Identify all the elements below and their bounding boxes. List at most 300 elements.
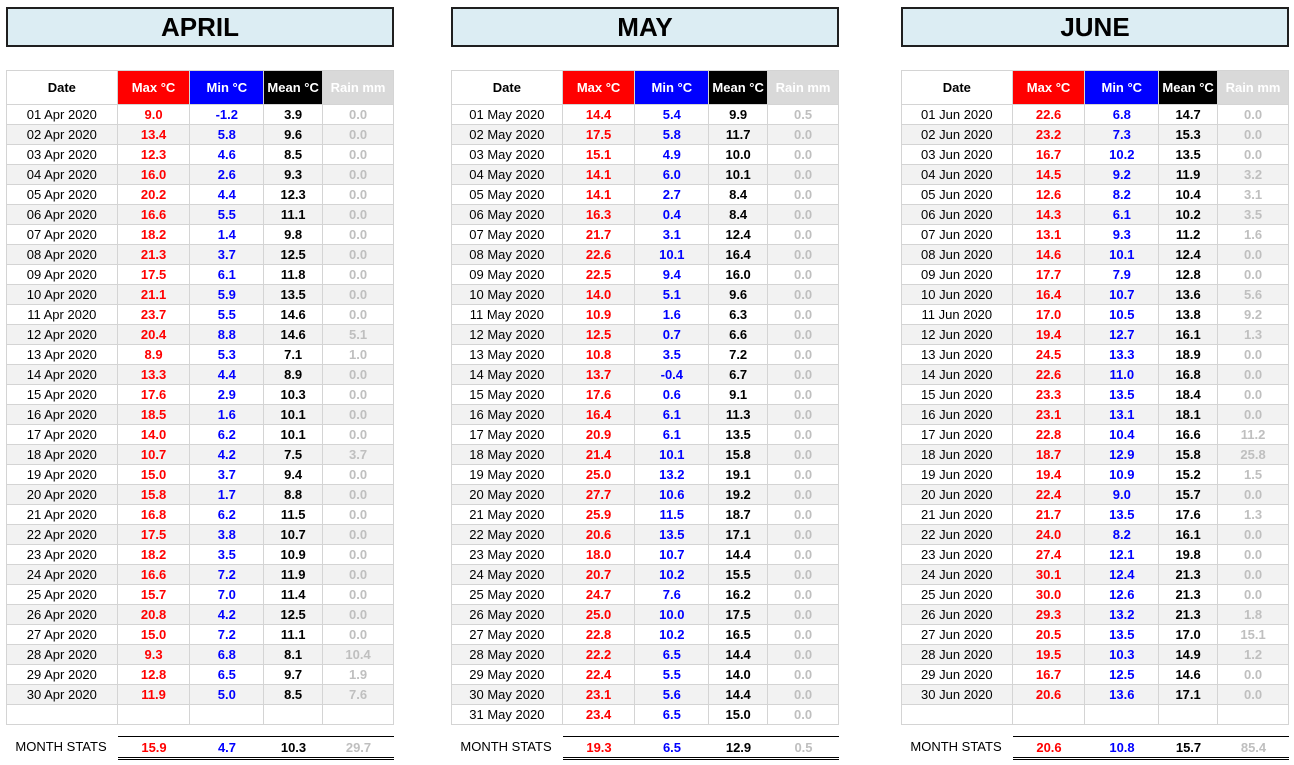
cell-max: 25.0: [562, 605, 635, 625]
cell-mean: 16.2: [709, 585, 768, 605]
cell-date: 26 Jun 2020: [902, 605, 1013, 625]
cell-date: 18 Apr 2020: [7, 445, 118, 465]
cell-min: 6.0: [635, 165, 709, 185]
cell-min: 10.7: [635, 545, 709, 565]
cell-min: 8.8: [190, 325, 264, 345]
cell-mean: 11.9: [264, 565, 323, 585]
cell-date: 21 Jun 2020: [902, 505, 1013, 525]
cell-min: 6.2: [190, 425, 264, 445]
month-stats: [901, 736, 1289, 758]
cell-max: 24.5: [1012, 345, 1085, 365]
cell-rain: 0.0: [1218, 525, 1289, 545]
cell-mean: 16.6: [1159, 425, 1218, 445]
header-rain: Rain mm: [768, 71, 839, 105]
cell-date: 20 Jun 2020: [902, 485, 1013, 505]
cell-mean: 10.1: [264, 405, 323, 425]
cell-rain: 0.0: [323, 225, 394, 245]
month-title: JUNE: [901, 7, 1289, 47]
stat-min: 6.5: [635, 736, 709, 760]
cell-max: 20.6: [1012, 685, 1085, 705]
cell-rain: 0.0: [323, 105, 394, 125]
cell-date: 06 Apr 2020: [7, 205, 118, 225]
cell-max: 10.8: [562, 345, 635, 365]
table-row: [452, 225, 839, 245]
table-row: [452, 465, 839, 485]
cell-min: 1.6: [635, 305, 709, 325]
cell-mean: 7.2: [709, 345, 768, 365]
header-max: Max °C: [117, 71, 190, 105]
stat-rain: 85.4: [1218, 736, 1289, 760]
cell-rain: 3.7: [323, 445, 394, 465]
table-row: [902, 525, 1289, 545]
cell-mean: 10.1: [709, 165, 768, 185]
cell-max: 18.2: [117, 225, 190, 245]
cell-max: 16.7: [1012, 665, 1085, 685]
cell-rain: [323, 705, 394, 725]
cell-rain: 0.0: [768, 605, 839, 625]
cell-max: 22.5: [562, 265, 635, 285]
cell-date: 15 Jun 2020: [902, 385, 1013, 405]
cell-min: 4.6: [190, 145, 264, 165]
cell-mean: 11.1: [264, 625, 323, 645]
cell-rain: 0.0: [768, 545, 839, 565]
cell-date: 07 Jun 2020: [902, 225, 1013, 245]
cell-min: 13.3: [1085, 345, 1159, 365]
cell-max: 22.4: [562, 665, 635, 685]
cell-mean: [1159, 705, 1218, 725]
cell-max: 21.3: [117, 245, 190, 265]
cell-min: 0.7: [635, 325, 709, 345]
table-row: [452, 605, 839, 625]
cell-date: 17 Apr 2020: [7, 425, 118, 445]
cell-min: 7.2: [190, 625, 264, 645]
cell-min: 4.9: [635, 145, 709, 165]
cell-rain: 0.0: [768, 365, 839, 385]
cell-date: 12 May 2020: [452, 325, 563, 345]
cell-max: 14.0: [117, 425, 190, 445]
table-row: [452, 405, 839, 425]
cell-max: 17.5: [562, 125, 635, 145]
cell-rain: 11.2: [1218, 425, 1289, 445]
table-row: [7, 385, 394, 405]
cell-mean: 12.4: [709, 225, 768, 245]
cell-rain: 0.0: [768, 625, 839, 645]
table-row: [902, 345, 1289, 365]
cell-rain: 10.4: [323, 645, 394, 665]
cell-rain: 0.0: [323, 185, 394, 205]
cell-min: [190, 705, 264, 725]
cell-mean: 21.3: [1159, 565, 1218, 585]
cell-min: 10.6: [635, 485, 709, 505]
cell-date: 03 May 2020: [452, 145, 563, 165]
table-row: [902, 505, 1289, 525]
cell-mean: 9.8: [264, 225, 323, 245]
cell-max: 22.8: [562, 625, 635, 645]
cell-date: 09 Jun 2020: [902, 265, 1013, 285]
cell-mean: 8.5: [264, 145, 323, 165]
table-row: [7, 245, 394, 265]
cell-date: 02 Apr 2020: [7, 125, 118, 145]
cell-max: 21.7: [562, 225, 635, 245]
cell-rain: 1.8: [1218, 605, 1289, 625]
cell-rain: 0.5: [768, 105, 839, 125]
cell-max: 20.4: [117, 325, 190, 345]
cell-min: 2.9: [190, 385, 264, 405]
table-row: [7, 705, 394, 725]
cell-rain: 0.0: [768, 465, 839, 485]
table-row: [902, 605, 1289, 625]
cell-date: 19 May 2020: [452, 465, 563, 485]
table-row: [452, 545, 839, 565]
cell-mean: 13.5: [1159, 145, 1218, 165]
table-row: [7, 145, 394, 165]
table-row: [902, 285, 1289, 305]
table-row: [902, 145, 1289, 165]
cell-max: 15.1: [562, 145, 635, 165]
cell-max: 16.7: [1012, 145, 1085, 165]
cell-date: 20 May 2020: [452, 485, 563, 505]
cell-mean: 10.7: [264, 525, 323, 545]
cell-min: 12.5: [1085, 665, 1159, 685]
cell-mean: 7.5: [264, 445, 323, 465]
table-row: [7, 545, 394, 565]
table-row: [902, 245, 1289, 265]
cell-min: 6.5: [635, 645, 709, 665]
cell-mean: 14.7: [1159, 105, 1218, 125]
cell-date: 08 May 2020: [452, 245, 563, 265]
cell-max: 12.8: [117, 665, 190, 685]
cell-mean: 19.2: [709, 485, 768, 505]
cell-mean: 9.1: [709, 385, 768, 405]
cell-max: 23.4: [562, 705, 635, 725]
month-stats: [451, 736, 839, 758]
table-row: [902, 685, 1289, 705]
table-row: [452, 565, 839, 585]
table-row: [902, 125, 1289, 145]
cell-mean: 16.1: [1159, 325, 1218, 345]
stat-min: 10.8: [1085, 736, 1159, 760]
cell-date: 11 Jun 2020: [902, 305, 1013, 325]
table-row: [7, 605, 394, 625]
cell-min: 10.1: [635, 445, 709, 465]
cell-mean: 9.9: [709, 105, 768, 125]
cell-mean: 21.3: [1159, 585, 1218, 605]
table-row: [7, 665, 394, 685]
cell-date: 10 Jun 2020: [902, 285, 1013, 305]
table-row: [452, 245, 839, 265]
cell-max: 16.4: [1012, 285, 1085, 305]
cell-max: 15.0: [117, 625, 190, 645]
cell-max: 14.3: [1012, 205, 1085, 225]
cell-max: 10.9: [562, 305, 635, 325]
cell-rain: 3.1: [1218, 185, 1289, 205]
table-row: [7, 285, 394, 305]
cell-date: 11 May 2020: [452, 305, 563, 325]
table-row: [7, 405, 394, 425]
table-row: [902, 385, 1289, 405]
cell-min: 8.2: [1085, 185, 1159, 205]
cell-mean: 8.1: [264, 645, 323, 665]
header-row: [7, 71, 394, 105]
cell-rain: 0.0: [1218, 405, 1289, 425]
cell-min: 13.1: [1085, 405, 1159, 425]
cell-rain: 0.0: [768, 705, 839, 725]
cell-rain: 0.0: [323, 245, 394, 265]
table-row: [902, 105, 1289, 125]
cell-rain: 0.0: [1218, 565, 1289, 585]
table-row: [902, 405, 1289, 425]
cell-max: 18.5: [117, 405, 190, 425]
cell-date: 28 Jun 2020: [902, 645, 1013, 665]
table-row: [452, 505, 839, 525]
cell-date: 25 Apr 2020: [7, 585, 118, 605]
cell-max: 20.9: [562, 425, 635, 445]
cell-rain: 0.0: [323, 145, 394, 165]
cell-date: 30 Apr 2020: [7, 685, 118, 705]
cell-min: 6.2: [190, 505, 264, 525]
cell-max: 23.1: [562, 685, 635, 705]
cell-mean: 8.8: [264, 485, 323, 505]
cell-max: 23.3: [1012, 385, 1085, 405]
cell-min: 6.1: [635, 405, 709, 425]
cell-min: 10.1: [1085, 245, 1159, 265]
cell-date: 07 May 2020: [452, 225, 563, 245]
cell-date: 17 Jun 2020: [902, 425, 1013, 445]
cell-date: 26 May 2020: [452, 605, 563, 625]
cell-date: 28 Apr 2020: [7, 645, 118, 665]
cell-date: 30 May 2020: [452, 685, 563, 705]
cell-max: 14.5: [1012, 165, 1085, 185]
table-row: [452, 645, 839, 665]
cell-rain: 0.0: [1218, 545, 1289, 565]
cell-date: 04 Apr 2020: [7, 165, 118, 185]
table-row: [7, 225, 394, 245]
cell-date: 07 Apr 2020: [7, 225, 118, 245]
cell-max: 15.8: [117, 485, 190, 505]
cell-rain: 0.0: [323, 545, 394, 565]
cell-rain: 0.0: [323, 525, 394, 545]
header-date: Date: [902, 71, 1013, 105]
cell-min: 7.2: [190, 565, 264, 585]
cell-rain: 3.5: [1218, 205, 1289, 225]
cell-rain: 0.0: [1218, 685, 1289, 705]
cell-min: 7.9: [1085, 265, 1159, 285]
cell-date: 27 Jun 2020: [902, 625, 1013, 645]
cell-rain: 0.0: [323, 625, 394, 645]
cell-min: 4.2: [190, 445, 264, 465]
cell-date: 04 May 2020: [452, 165, 563, 185]
cell-mean: 10.9: [264, 545, 323, 565]
cell-mean: 15.8: [709, 445, 768, 465]
cell-date: 13 Jun 2020: [902, 345, 1013, 365]
cell-max: [1012, 705, 1085, 725]
cell-date: 26 Apr 2020: [7, 605, 118, 625]
cell-max: 17.7: [1012, 265, 1085, 285]
cell-max: 24.0: [1012, 525, 1085, 545]
cell-mean: 11.8: [264, 265, 323, 285]
cell-min: 10.9: [1085, 465, 1159, 485]
cell-mean: 10.2: [1159, 205, 1218, 225]
cell-date: 22 Apr 2020: [7, 525, 118, 545]
cell-rain: 0.0: [768, 685, 839, 705]
cell-max: 22.4: [1012, 485, 1085, 505]
cell-min: 6.8: [190, 645, 264, 665]
cell-min: 5.9: [190, 285, 264, 305]
cell-mean: 11.7: [709, 125, 768, 145]
cell-mean: 14.6: [264, 325, 323, 345]
cell-date: 22 May 2020: [452, 525, 563, 545]
table-row: [7, 125, 394, 145]
cell-mean: 15.7: [1159, 485, 1218, 505]
cell-max: 23.7: [117, 305, 190, 325]
cell-mean: 16.1: [1159, 525, 1218, 545]
stat-max: 19.3: [563, 736, 635, 760]
cell-date: 22 Jun 2020: [902, 525, 1013, 545]
table-row: [452, 325, 839, 345]
cell-rain: 0.0: [1218, 145, 1289, 165]
cell-max: 22.6: [1012, 365, 1085, 385]
cell-min: 6.8: [1085, 105, 1159, 125]
cell-min: 1.7: [190, 485, 264, 505]
cell-min: 13.5: [1085, 385, 1159, 405]
cell-max: 14.4: [562, 105, 635, 125]
cell-min: 3.7: [190, 245, 264, 265]
cell-mean: 16.0: [709, 265, 768, 285]
cell-rain: 0.0: [323, 485, 394, 505]
header-mean: Mean °C: [264, 71, 323, 105]
cell-mean: 15.0: [709, 705, 768, 725]
cell-date: 01 Apr 2020: [7, 105, 118, 125]
cell-max: 22.8: [1012, 425, 1085, 445]
cell-max: 19.4: [1012, 325, 1085, 345]
cell-rain: 0.0: [768, 665, 839, 685]
cell-date: 14 May 2020: [452, 365, 563, 385]
cell-rain: [1218, 705, 1289, 725]
cell-mean: 11.3: [709, 405, 768, 425]
stat-min: 4.7: [190, 736, 264, 760]
cell-min: 1.6: [190, 405, 264, 425]
table-row: [7, 485, 394, 505]
cell-rain: 1.2: [1218, 645, 1289, 665]
table-row: [452, 585, 839, 605]
cell-rain: 0.0: [323, 425, 394, 445]
table-row: [452, 165, 839, 185]
cell-date: 13 Apr 2020: [7, 345, 118, 365]
cell-mean: 8.4: [709, 205, 768, 225]
cell-min: 3.5: [635, 345, 709, 365]
cell-min: 10.1: [635, 245, 709, 265]
table-row: [452, 445, 839, 465]
cell-rain: 0.0: [768, 125, 839, 145]
cell-min: -0.4: [635, 365, 709, 385]
cell-rain: 0.0: [1218, 245, 1289, 265]
cell-date: [902, 705, 1013, 725]
cell-date: 17 May 2020: [452, 425, 563, 445]
cell-min: -1.2: [190, 105, 264, 125]
cell-min: 11.5: [635, 505, 709, 525]
cell-mean: 13.8: [1159, 305, 1218, 325]
table-row: [452, 265, 839, 285]
cell-max: 17.6: [562, 385, 635, 405]
cell-date: 16 Jun 2020: [902, 405, 1013, 425]
cell-mean: 8.4: [709, 185, 768, 205]
cell-min: 6.1: [1085, 205, 1159, 225]
table-row: [452, 345, 839, 365]
cell-mean: 9.3: [264, 165, 323, 185]
table-row: [7, 625, 394, 645]
cell-mean: 14.6: [264, 305, 323, 325]
cell-date: 19 Jun 2020: [902, 465, 1013, 485]
header-date: Date: [7, 71, 118, 105]
cell-date: 25 Jun 2020: [902, 585, 1013, 605]
cell-min: 7.0: [190, 585, 264, 605]
cell-min: 2.6: [190, 165, 264, 185]
cell-date: 19 Apr 2020: [7, 465, 118, 485]
cell-max: [117, 705, 190, 725]
cell-date: 25 May 2020: [452, 585, 563, 605]
cell-max: 15.0: [117, 465, 190, 485]
cell-mean: 14.4: [709, 645, 768, 665]
cell-rain: 0.0: [1218, 105, 1289, 125]
cell-rain: 1.0: [323, 345, 394, 365]
month-title: MAY: [451, 7, 839, 47]
cell-date: 16 Apr 2020: [7, 405, 118, 425]
cell-mean: 11.4: [264, 585, 323, 605]
cell-rain: 0.0: [768, 305, 839, 325]
table-row: [452, 205, 839, 225]
weather-table: [6, 70, 394, 725]
table-row: [7, 425, 394, 445]
cell-max: 13.3: [117, 365, 190, 385]
cell-min: 13.2: [635, 465, 709, 485]
table-row: [452, 705, 839, 725]
cell-date: 01 May 2020: [452, 105, 563, 125]
cell-max: 30.0: [1012, 585, 1085, 605]
cell-max: 17.5: [117, 265, 190, 285]
table-row: [452, 685, 839, 705]
cell-max: 24.7: [562, 585, 635, 605]
cell-min: 6.5: [190, 665, 264, 685]
cell-min: 5.0: [190, 685, 264, 705]
cell-date: 21 May 2020: [452, 505, 563, 525]
month-title: APRIL: [6, 7, 394, 47]
cell-max: 20.7: [562, 565, 635, 585]
weather-table: [901, 70, 1289, 725]
cell-rain: 0.0: [768, 565, 839, 585]
cell-mean: 6.3: [709, 305, 768, 325]
cell-mean: 9.4: [264, 465, 323, 485]
cell-max: 21.7: [1012, 505, 1085, 525]
table-row: [902, 705, 1289, 725]
table-row: [7, 205, 394, 225]
table-row: [452, 305, 839, 325]
cell-date: 09 May 2020: [452, 265, 563, 285]
cell-rain: 0.0: [323, 165, 394, 185]
cell-rain: 1.6: [1218, 225, 1289, 245]
table-row: [7, 305, 394, 325]
cell-max: 10.7: [117, 445, 190, 465]
cell-max: 14.0: [562, 285, 635, 305]
cell-date: 10 May 2020: [452, 285, 563, 305]
table-row: [452, 525, 839, 545]
cell-mean: 10.4: [1159, 185, 1218, 205]
cell-max: 8.9: [117, 345, 190, 365]
cell-mean: 11.2: [1159, 225, 1218, 245]
cell-max: 20.5: [1012, 625, 1085, 645]
stat-mean: 10.3: [264, 736, 323, 760]
cell-rain: 0.0: [1218, 385, 1289, 405]
cell-date: 14 Jun 2020: [902, 365, 1013, 385]
